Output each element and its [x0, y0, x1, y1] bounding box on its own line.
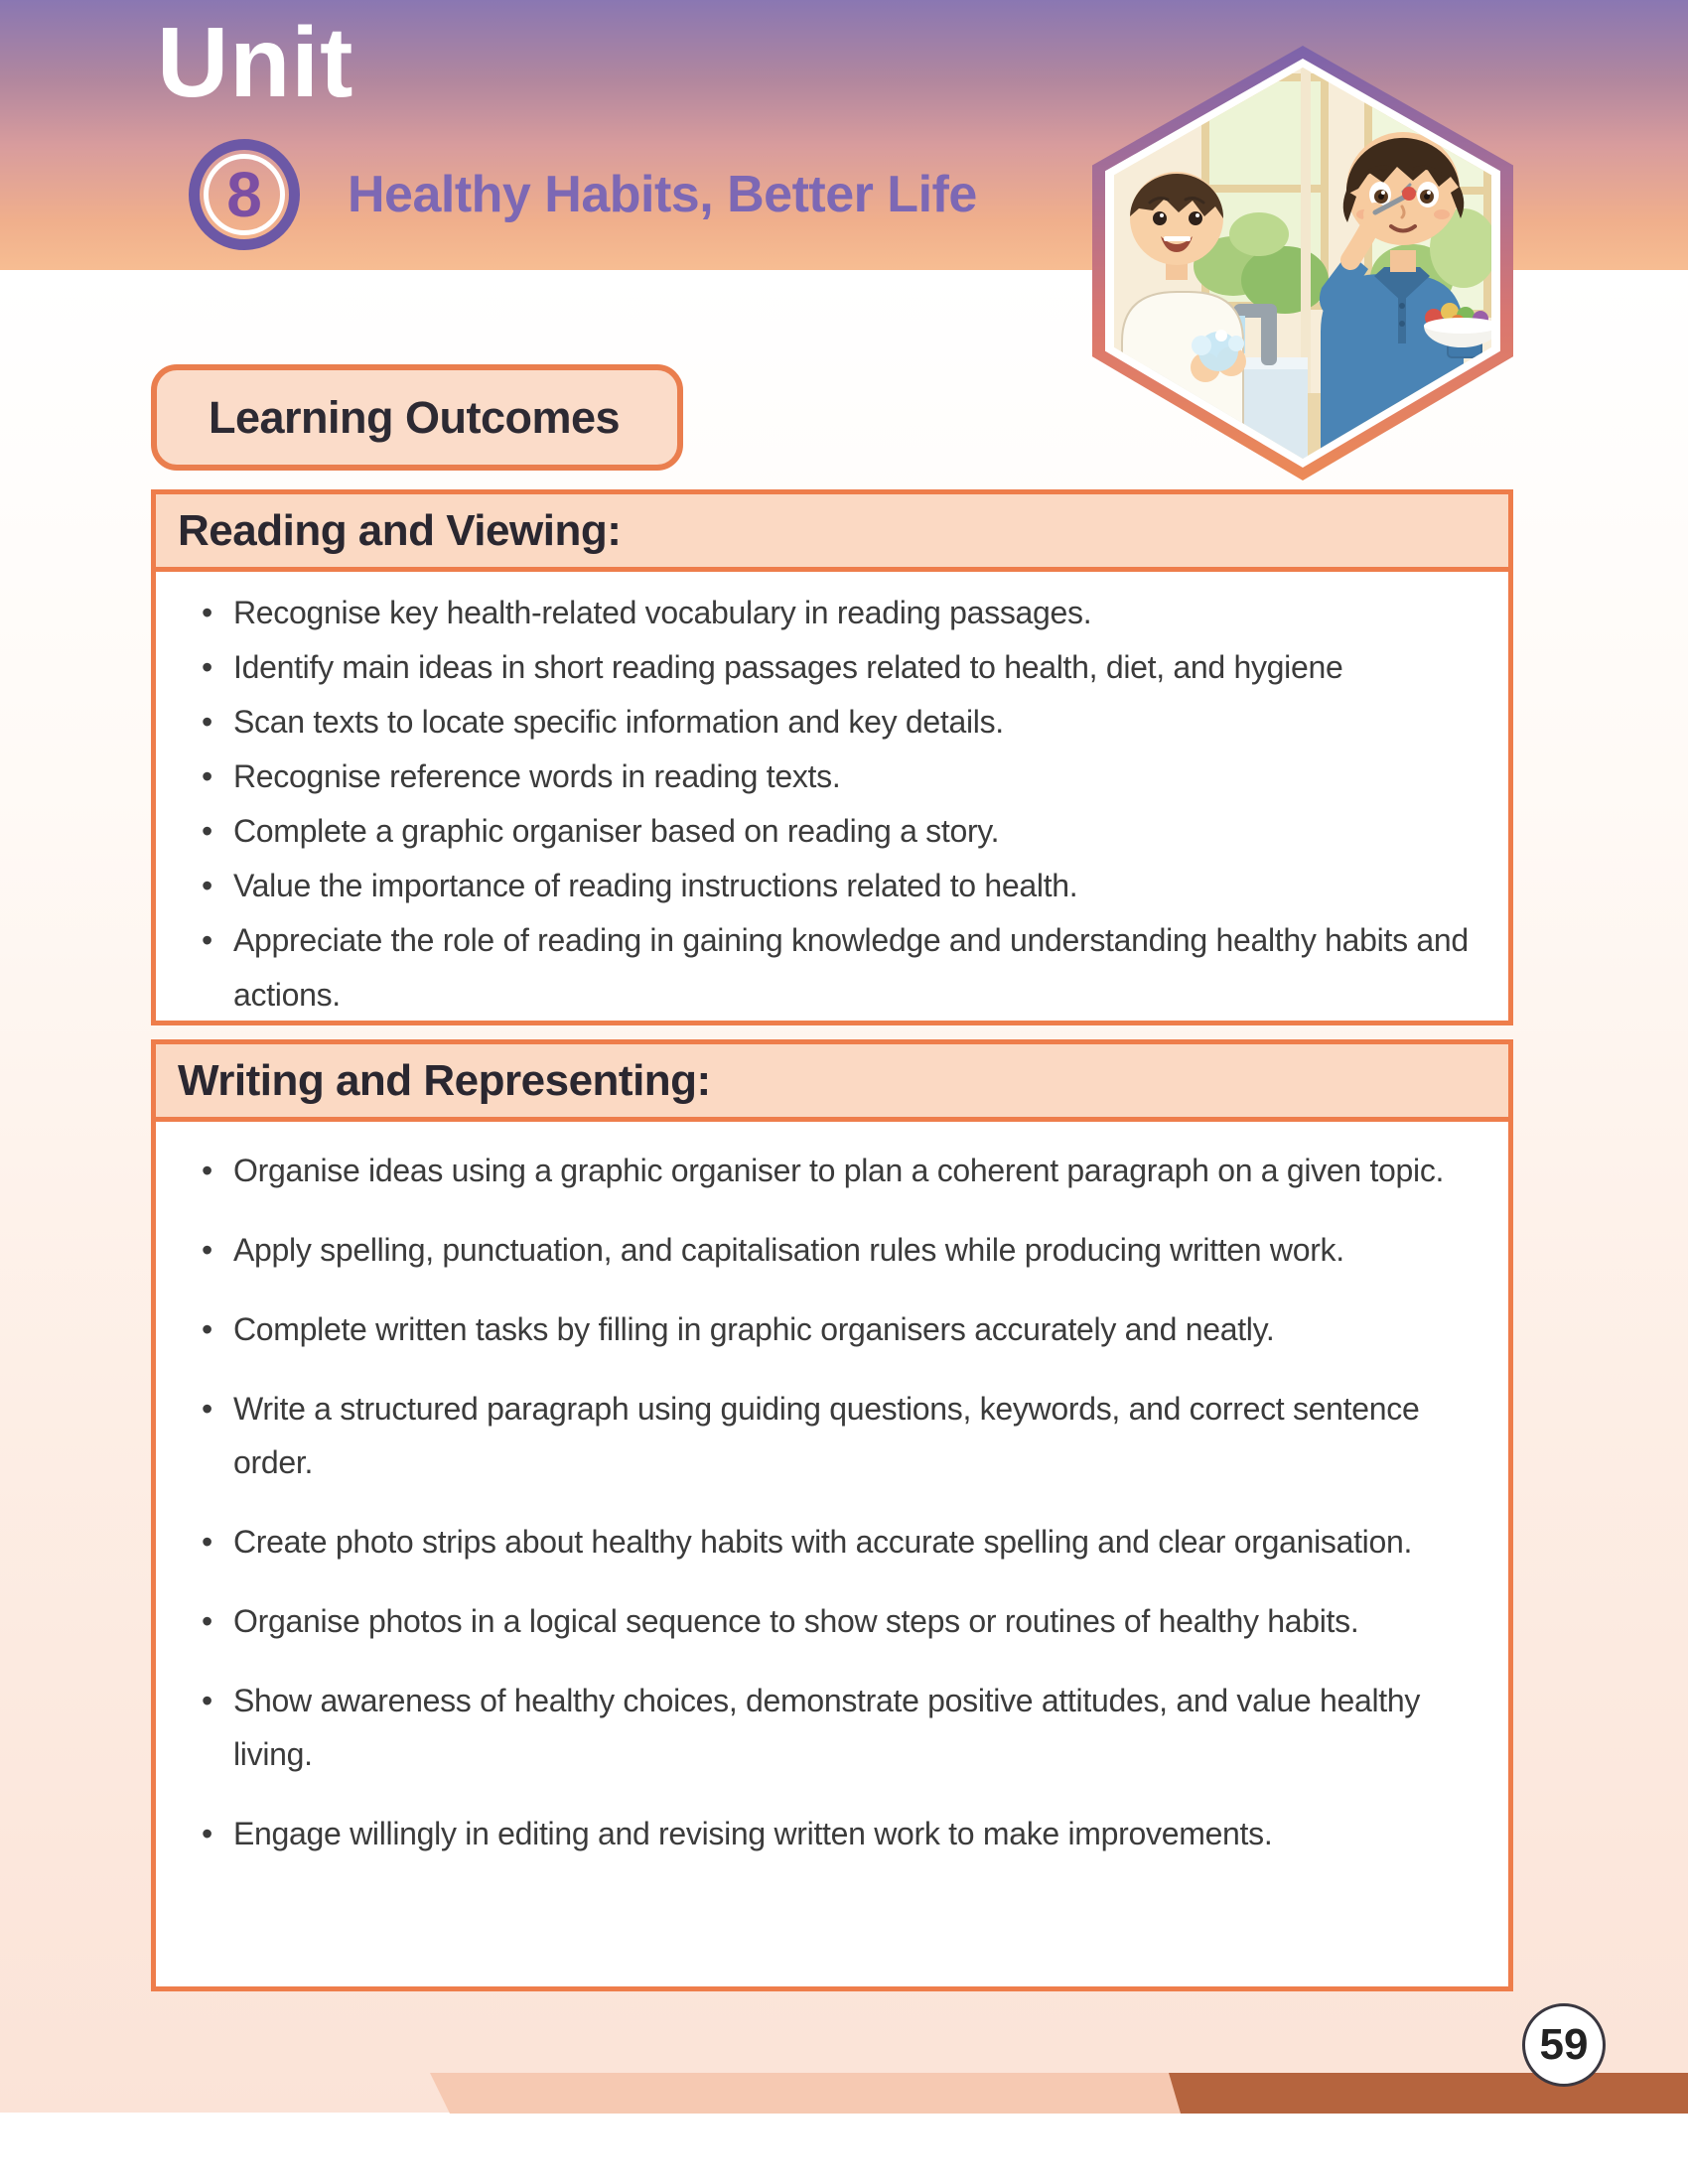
unit-label: Unit: [157, 7, 354, 118]
healthy-habits-illustration: [1114, 68, 1491, 459]
outcome-item: • Appreciate the role of reading in gaining knowledge and understanding healthy habits and actions.: [196, 913, 1500, 1023]
outcome-item: • Apply spelling, punctuation, and capitalisation rules while producing written work.: [196, 1223, 1500, 1277]
learning-outcomes-badge: [151, 364, 683, 471]
writing-outcomes-list: [196, 1144, 1500, 1860]
hexagon-illustration: [1114, 68, 1491, 459]
unit-number-inner-ring: [204, 154, 285, 235]
outcome-item: • Complete written tasks by filling in graphic organisers accurately and neatly.: [196, 1302, 1500, 1356]
section-writing-header: [156, 1044, 1508, 1122]
outcome-item: • Engage willingly in editing and revising written work to make improvements.: [196, 1807, 1500, 1860]
outcome-item: • Write a structured paragraph using guiding questions, keywords, and correct sentence order.: [196, 1382, 1500, 1489]
page-number-badge: [1522, 2003, 1606, 2087]
page-number: 59: [1539, 2020, 1589, 2069]
section-writing-representing: [151, 1039, 1513, 1991]
learning-outcomes-label: Learning Outcomes: [209, 391, 621, 443]
outcome-item: • Organise photos in a logical sequence to show steps or routines of healthy habits.: [196, 1594, 1500, 1648]
outcome-item: • Create photo strips about healthy habits with accurate spelling and clear organisation.: [196, 1515, 1500, 1569]
outcome-item: • Show awareness of healthy choices, demonstrate positive attitudes, and value healthy living.: [196, 1674, 1500, 1781]
reading-outcomes-list: [196, 586, 1500, 1023]
section-reading-header: [156, 494, 1508, 572]
section-writing-heading: Writing and Representing:: [178, 1056, 711, 1105]
unit-title: Healthy Habits, Better Life: [348, 166, 977, 223]
outcome-item: • Organise ideas using a graphic organiser to plan a coherent paragraph on a given topic.: [196, 1144, 1500, 1197]
section-writing-body: [156, 1122, 1508, 1860]
outcome-item: • Identify main ideas in short reading passages related to health, diet, and hygiene: [196, 640, 1500, 695]
outcome-item: • Complete a graphic organiser based on reading a story.: [196, 804, 1500, 859]
section-reading-viewing: [151, 489, 1513, 1025]
outcome-item: • Scan texts to locate specific information and key details.: [196, 695, 1500, 750]
unit-number: 8: [226, 159, 262, 230]
footer-stripe-brown: [1169, 2073, 1688, 2114]
outcome-item: • Recognise reference words in reading texts.: [196, 750, 1500, 804]
section-reading-heading: Reading and Viewing:: [178, 506, 622, 555]
outcome-item: • Recognise key health-related vocabulary in reading passages.: [196, 586, 1500, 640]
section-reading-body: [156, 572, 1508, 1023]
outcome-item: • Value the importance of reading instructions related to health.: [196, 859, 1500, 913]
unit-number-badge: [189, 139, 300, 250]
